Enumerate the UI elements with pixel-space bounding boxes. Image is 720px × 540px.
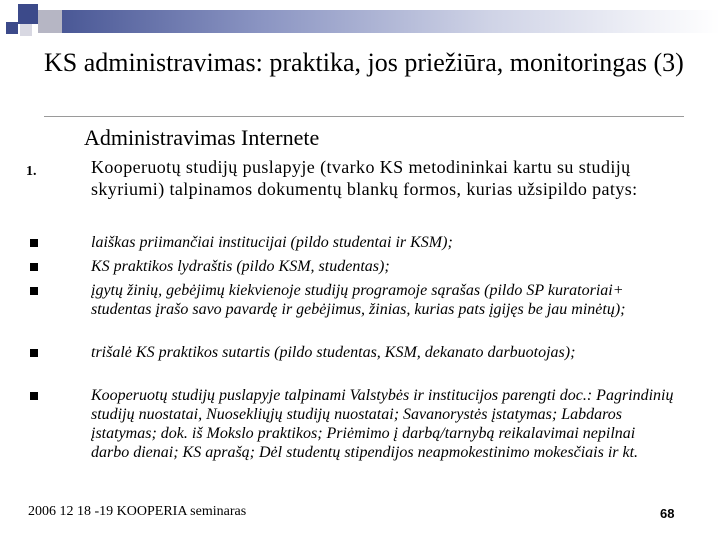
bullet-square-icon [30,263,38,271]
page-number: 68 [660,506,675,521]
list-item-text: Kooperuotų studijų puslapyje talpinami Valstybės ir institucijos parengti doc.: Pagrindinių studijų nuostatai, Nuosekliųjų studijų nuostatai; Savanorystės įstatymas; Labdaros įstatymas; dok. iš Mokslo praktikos; Priėmimo į darbą/tarnybą reikalavimai nepilnai darbo dienai; KS aprašą; Dėl studentų stipendijos neapmokestinimo mokesčiais ir kt. [91,387,674,461]
header-gradient-bar [62,10,720,33]
numbered-item-text: Kooperuotų studijų puslapyje (tvarko KS metodininkai kartu su studijų skyriumi) talpinamos dokumentų blankų formos, kurias užsipildo patys: [91,157,638,199]
slide-title: KS administravimas: praktika, jos priežiūra, monitoringas (3) [44,48,684,77]
bullet-square-icon [30,239,38,247]
decor-square-blue-small [6,22,18,34]
numbered-item-marker: 1. [26,164,37,179]
title-divider [44,116,684,117]
list-item-text: laiškas priimančiai institucijai (pildo studentai ir KSM); [91,234,453,251]
decor-square-blue [18,4,38,24]
list-item-text: įgytų žinių, gebėjimų kiekvienoje studijų programoje sąrašas (pildo SP kuratoriai+ studentas įrašo savo pavardę ir gebėjimus, žinias, kurias pats įgijęs be jau minėtų); [91,282,626,318]
decor-square-white [0,0,18,18]
bullet-square-icon [30,392,38,400]
decor-square-light [20,24,32,36]
list-item-text: trišalė KS praktikos sutartis (pildo studentas, KSM, dekanato darbuotojas); [91,344,576,361]
footer-caption: 2006 12 18 -19 KOOPERIA seminaras [28,504,247,519]
decor-square-gray [38,10,62,33]
bullet-square-icon [30,287,38,295]
list-item-text: KS praktikos lydraštis (pildo KSM, studentas); [91,258,390,275]
bullet-square-icon [30,349,38,357]
section-heading: Administravimas Internete [84,125,320,150]
